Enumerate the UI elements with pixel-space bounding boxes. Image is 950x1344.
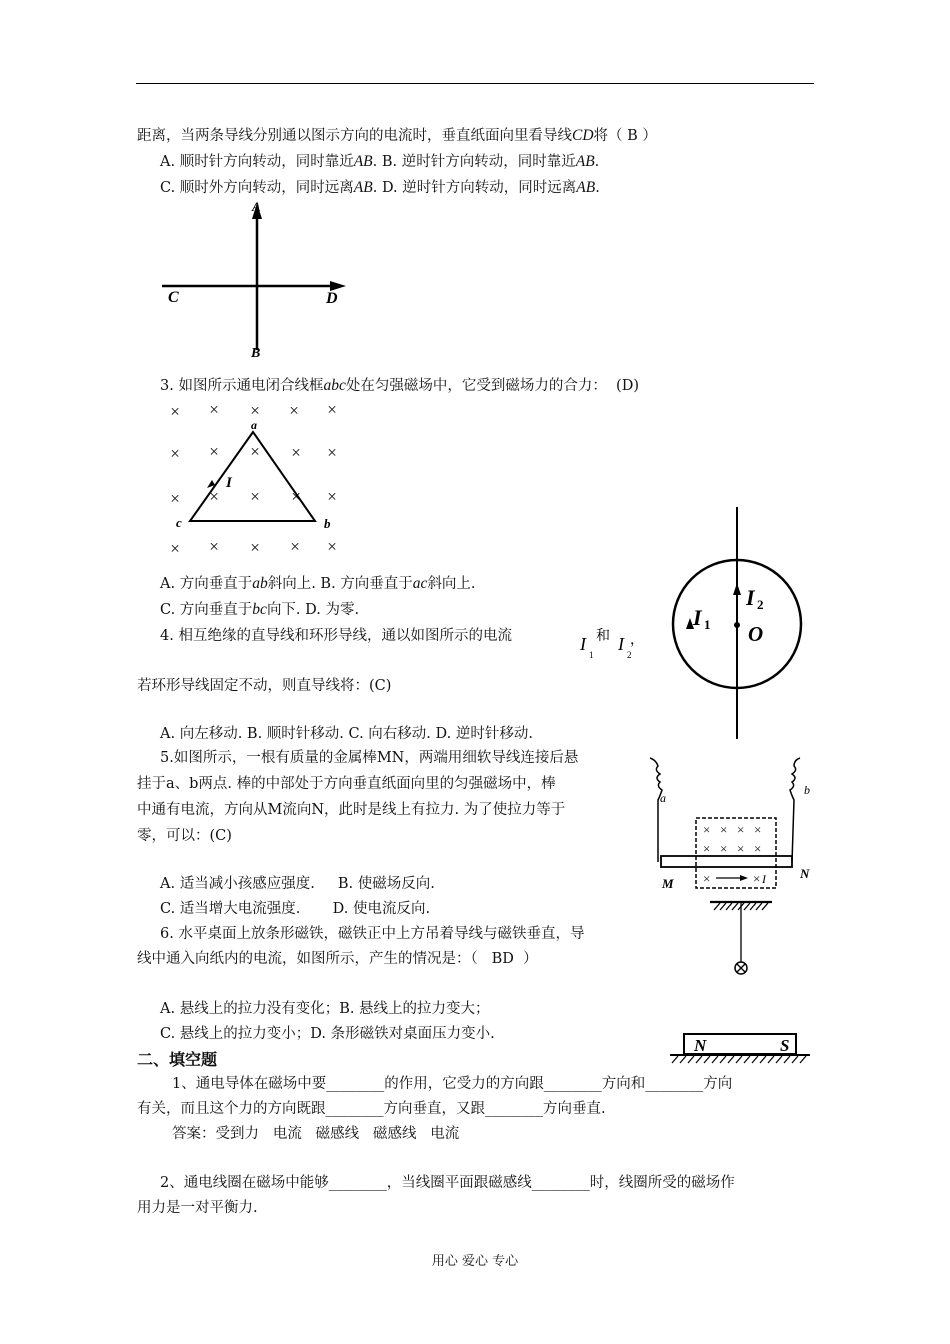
label-A: A bbox=[252, 199, 261, 214]
svg-text:×: × bbox=[737, 822, 745, 837]
q5-options-cd: C. 适当增大电流强度. D. 使电流反向. bbox=[160, 901, 431, 917]
q6-line-2: 线中通入向纸内的电流，如图所示，产生的情况是：（ BD ） bbox=[137, 951, 538, 967]
svg-text:×: × bbox=[703, 871, 711, 886]
q4-options: A. 向左移动. B. 顺时针移动. C. 向右移动. D. 逆时针移动. bbox=[160, 726, 533, 742]
q6-options-cd: C. 悬线上的拉力变小；D. 条形磁铁对桌面压力变小. bbox=[160, 1026, 495, 1042]
svg-text:×: × bbox=[250, 442, 260, 461]
ring-and-wire-figure bbox=[660, 505, 820, 745]
svg-text:×: × bbox=[720, 822, 728, 837]
svg-text:×: × bbox=[209, 442, 219, 461]
svg-text:×: × bbox=[170, 444, 180, 463]
q5-line-2: 挂于a、b两点. 棒的中部处于方向垂直纸面向里的匀强磁场中，棒 bbox=[137, 776, 556, 792]
svg-text:×: × bbox=[754, 841, 762, 856]
q3-options-cd: C. 方向垂直于bc向下. D. 为零. bbox=[160, 601, 360, 618]
svg-text:×: × bbox=[209, 537, 219, 556]
label-M: M bbox=[662, 876, 674, 891]
svg-text:，: ， bbox=[630, 633, 644, 648]
hanging-rod-figure bbox=[640, 752, 830, 891]
fill-q1-answer: 答案：受到力 电流 磁感线 磁感线 电流 bbox=[172, 1126, 460, 1142]
svg-text:2: 2 bbox=[627, 650, 632, 660]
svg-text:×: × bbox=[250, 401, 260, 420]
svg-text:×: × bbox=[754, 822, 762, 837]
q4-stem: 4. 相互绝缘的直导线和环形导线，通以如图所示的电流 bbox=[160, 628, 512, 644]
q2-options-cd: C. 顺时外方向转动，同时远离AB. D. 逆时针方向转动，同时远离AB. bbox=[160, 179, 600, 196]
svg-text:2: 2 bbox=[757, 597, 764, 612]
svg-text:×: × bbox=[291, 443, 301, 462]
fill-q2-line-1: 2、通电线圈在磁场中能够________，当线圈平面跟磁感线________时，线圈所受的磁场作 bbox=[160, 1175, 735, 1191]
svg-text:×: × bbox=[753, 871, 761, 886]
svg-text:×: × bbox=[209, 400, 219, 419]
fill-q1-line-2: 有关，而且这个力的方向既跟________方向垂直，又跟________方向垂直. bbox=[137, 1101, 606, 1117]
page-footer: 用心 爱心 专心 bbox=[431, 1254, 519, 1269]
q5-options-ab: A. 适当减小孩感应强度. B. 使磁场反向. bbox=[160, 876, 435, 892]
label-D: D bbox=[326, 290, 338, 307]
label-I1: I bbox=[693, 605, 702, 630]
svg-text:×: × bbox=[289, 401, 299, 420]
hanging-wire-figure bbox=[700, 895, 780, 985]
q6-options-ab: A. 悬线上的拉力没有变化；B. 悬线上的拉力变大； bbox=[160, 1001, 490, 1017]
svg-text:×: × bbox=[209, 487, 219, 506]
triangle-loop-figure bbox=[160, 398, 350, 563]
header-rule bbox=[136, 83, 814, 84]
svg-text:×: × bbox=[250, 538, 260, 557]
label-a: a bbox=[251, 418, 257, 432]
svg-text:×: × bbox=[170, 489, 180, 508]
svg-text:×: × bbox=[737, 841, 745, 856]
svg-text:I: I bbox=[762, 872, 766, 886]
svg-text:×: × bbox=[170, 539, 180, 558]
svg-text:1: 1 bbox=[589, 650, 594, 660]
svg-text:×: × bbox=[703, 822, 711, 837]
bar-magnet-figure bbox=[668, 1030, 813, 1066]
label-N: N bbox=[800, 866, 810, 881]
q6-line-1: 6. 水平桌面上放条形磁铁，磁铁正中上方吊着导线与磁铁垂直，导 bbox=[160, 926, 585, 942]
svg-text:×: × bbox=[327, 400, 337, 419]
symbol-I1: I bbox=[580, 634, 586, 654]
svg-text:×: × bbox=[170, 402, 180, 421]
fill-q1-line-1: 1、通电导体在磁场中要________的作用，它受力的方向跟________方向和________方向 bbox=[172, 1076, 733, 1092]
fill-q2-line-2: 用力是一对平衡力. bbox=[137, 1200, 258, 1216]
current-symbols-inline bbox=[576, 622, 642, 666]
svg-text:×: × bbox=[291, 487, 301, 506]
svg-text:×: × bbox=[703, 841, 711, 856]
label-a: a bbox=[660, 791, 666, 805]
label-b: b bbox=[804, 783, 810, 797]
q5-line-4: 零，可以：(C) bbox=[137, 828, 232, 844]
section-fill-in-heading: 二、填空题 bbox=[137, 1050, 218, 1069]
svg-text:×: × bbox=[327, 443, 337, 462]
label-b: b bbox=[324, 516, 331, 531]
q2-stem: 距离，当两条导线分别通以图示方向的电流时，垂直纸面向里看导线CD将（ B ） bbox=[137, 127, 657, 144]
svg-text:和: 和 bbox=[596, 629, 610, 644]
q4-stem-cont: 若环形导线固定不动，则直导线将：(C) bbox=[137, 678, 392, 694]
label-N: N bbox=[694, 1036, 707, 1055]
svg-text:×: × bbox=[250, 487, 260, 506]
svg-text:1: 1 bbox=[704, 617, 711, 632]
q5-line-3: 中通有电流，方向从M流向N，此时是线上有拉力. 为了使拉力等于 bbox=[137, 802, 566, 818]
label-O: O bbox=[748, 622, 764, 646]
field-crosses bbox=[703, 822, 761, 886]
label-S: S bbox=[780, 1036, 790, 1055]
q3-options-ab: A. 方向垂直于ab斜向上. B. 方向垂直于ac斜向上. bbox=[160, 575, 476, 592]
label-B: B bbox=[251, 346, 261, 361]
symbol-I2: I bbox=[618, 634, 624, 654]
label-I2: I bbox=[746, 585, 755, 610]
svg-text:×: × bbox=[720, 841, 728, 856]
svg-text:×: × bbox=[327, 487, 337, 506]
svg-text:×: × bbox=[290, 537, 300, 556]
svg-text:×: × bbox=[327, 537, 337, 556]
q2-options-ab: A. 顺时针方向转动，同时靠近AB. B. 逆时针方向转动，同时靠近AB. bbox=[160, 153, 600, 170]
q5-line-1: 5.如图所示，一根有质量的金属棒MN，两端用细软导线连接后悬 bbox=[160, 750, 579, 766]
label-C: C bbox=[168, 289, 179, 306]
label-current-I: I bbox=[226, 475, 232, 491]
label-c: c bbox=[176, 515, 182, 530]
q3-stem: 3. 如图所示通电闭合线框abc处在匀强磁场中，它受到磁场力的合力： (D) bbox=[160, 377, 639, 394]
crossed-wires-figure bbox=[150, 195, 360, 365]
